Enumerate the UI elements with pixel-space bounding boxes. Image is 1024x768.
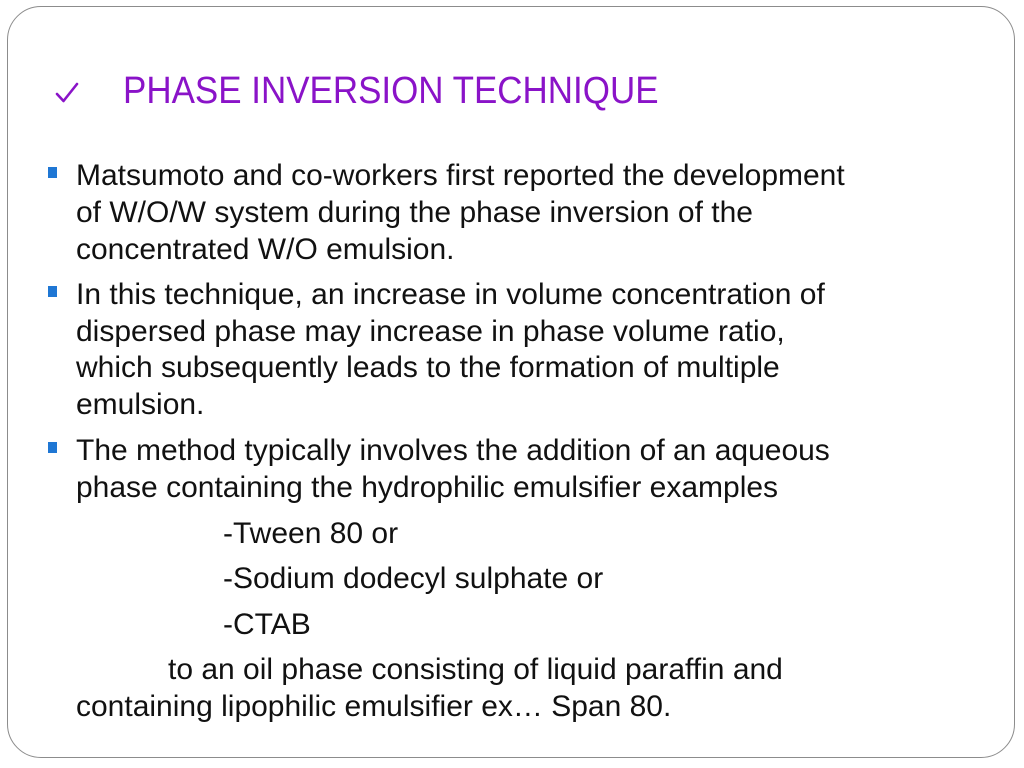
slide-title: PHASE INVERSION TECHNIQUE <box>123 70 659 112</box>
bullet-line: In this technique, an increase in volume concentration of <box>76 278 825 311</box>
bullet-line: dispersed phase may increase in phase volume ratio, <box>76 315 785 348</box>
example-item: -CTAB <box>223 608 311 641</box>
title-row <box>55 70 705 113</box>
example-item: -Sodium dodecyl sulphate or <box>223 562 604 595</box>
bullet-line: phase containing the hydrophilic emulsifier examples <box>76 471 779 504</box>
bullet-line: of W/O/W system during the phase inversion of the <box>76 196 753 229</box>
bullet-square-icon <box>48 167 57 178</box>
example-item: -Tween 80 or <box>223 517 399 550</box>
bullet-line: Matsumoto and co-workers first reported the development <box>76 159 845 192</box>
bullet-line: concentrated W/O emulsion. <box>76 233 455 266</box>
closing-line: to an oil phase consisting of liquid paraffin and <box>168 653 783 686</box>
closing-line: containing lipophilic emulsifier ex… Span 80. <box>76 690 672 723</box>
bullet-square-icon <box>48 286 57 297</box>
bullet-line: emulsion. <box>76 388 205 421</box>
bullet-line: which subsequently leads to the formation of multiple <box>76 351 780 384</box>
bullet-square-icon <box>48 442 57 453</box>
bullet-line: The method typically involves the addition of an aqueous <box>76 434 830 467</box>
checkmark-icon <box>55 81 79 105</box>
